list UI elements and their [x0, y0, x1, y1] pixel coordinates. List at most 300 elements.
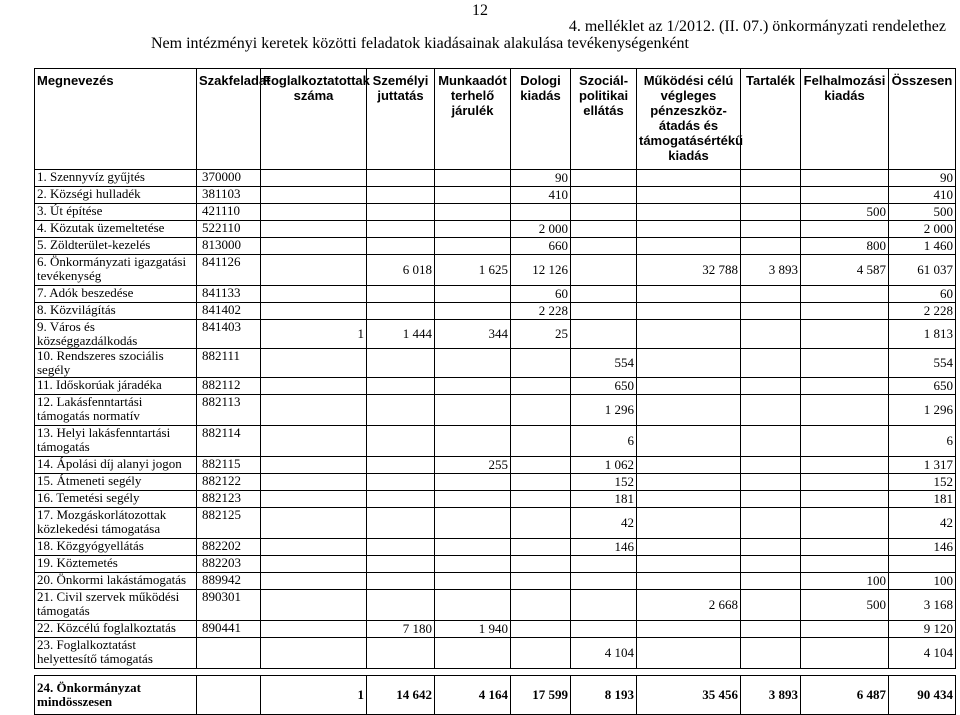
cell-social [571, 204, 637, 221]
cell-personnel [367, 539, 435, 556]
cell-capex [801, 378, 889, 395]
row-name: 5. Zöldterület-kezelés [35, 238, 197, 255]
row-code: 890301 [197, 590, 261, 621]
cell-social: 181 [571, 491, 637, 508]
cell-social [571, 303, 637, 320]
cell-reserve [741, 556, 801, 573]
table-row [35, 303, 956, 320]
cell-capex [801, 556, 889, 573]
table-row [35, 187, 956, 204]
cell-capex [801, 491, 889, 508]
cell-personnel [367, 491, 435, 508]
cell-transfer [637, 238, 741, 255]
expenditure-table [34, 68, 956, 715]
cell-transfer [637, 556, 741, 573]
cell-transfer [637, 573, 741, 590]
col-header-name: Megnevezés [35, 69, 197, 170]
cell-capex [801, 539, 889, 556]
cell-employees [261, 395, 367, 426]
cell-employees [261, 378, 367, 395]
table-row [35, 349, 956, 378]
table-row [35, 621, 956, 638]
cell-employees [261, 426, 367, 457]
cell-total: 2 000 [889, 221, 956, 238]
table-row [35, 426, 956, 457]
page-number: 12 [472, 2, 488, 19]
cell-social: 8 193 [571, 676, 637, 715]
cell-employees [261, 474, 367, 491]
cell-total: 6 [889, 426, 956, 457]
cell-contrib [435, 349, 511, 378]
cell-personnel [367, 638, 435, 669]
cell-contrib [435, 474, 511, 491]
cell-material [511, 638, 571, 669]
cell-contrib: 4 164 [435, 676, 511, 715]
cell-reserve [741, 286, 801, 303]
cell-social: 1 062 [571, 457, 637, 474]
col-header-employees: Foglalkoztatottak száma [261, 69, 367, 170]
cell-transfer [637, 187, 741, 204]
row-code: 370000 [197, 170, 261, 187]
cell-employees [261, 238, 367, 255]
col-header-social: Szociál-politikai ellátás [571, 69, 637, 170]
cell-capex [801, 638, 889, 669]
cell-material [511, 573, 571, 590]
cell-total: 42 [889, 508, 956, 539]
table-row [35, 590, 956, 621]
cell-material: 2 000 [511, 221, 571, 238]
cell-transfer [637, 621, 741, 638]
cell-transfer [637, 349, 741, 378]
row-code: 889942 [197, 573, 261, 590]
cell-personnel [367, 349, 435, 378]
row-name: 23. Foglalkoztatást helyettesítő támogatás [35, 638, 197, 669]
cell-total: 100 [889, 573, 956, 590]
cell-employees [261, 170, 367, 187]
row-name: 21. Civil szervek működési támogatás [35, 590, 197, 621]
cell-capex [801, 303, 889, 320]
cell-total: 1 296 [889, 395, 956, 426]
cell-contrib: 1 625 [435, 255, 511, 286]
document-title-text: Nem intézményi keretek közötti feladatok kiadásainak alakulása tevékenységenként [151, 35, 689, 52]
table-row [35, 255, 956, 286]
cell-social [571, 556, 637, 573]
cell-contrib [435, 378, 511, 395]
cell-total: 1 813 [889, 320, 956, 349]
cell-social [571, 238, 637, 255]
cell-material [511, 457, 571, 474]
cell-contrib [435, 638, 511, 669]
cell-capex [801, 187, 889, 204]
cell-contrib [435, 187, 511, 204]
cell-personnel: 14 642 [367, 676, 435, 715]
spacer-cell [197, 669, 261, 676]
cell-personnel [367, 303, 435, 320]
cell-reserve [741, 590, 801, 621]
cell-reserve [741, 573, 801, 590]
row-name: 15. Átmeneti segély [35, 474, 197, 491]
cell-personnel [367, 378, 435, 395]
table-row [35, 204, 956, 221]
cell-contrib [435, 539, 511, 556]
spacer-cell [571, 669, 637, 676]
cell-personnel [367, 395, 435, 426]
cell-employees [261, 638, 367, 669]
spacer-cell [261, 669, 367, 676]
cell-contrib [435, 491, 511, 508]
cell-reserve [741, 238, 801, 255]
cell-capex [801, 457, 889, 474]
cell-transfer [637, 221, 741, 238]
cell-personnel [367, 556, 435, 573]
row-name: 1. Szennyvíz gyűjtés [35, 170, 197, 187]
cell-transfer [637, 204, 741, 221]
annex-header: 4. melléklet az 1/2012. (II. 07.) önkormányzati rendelethez [568, 18, 946, 35]
cell-contrib [435, 286, 511, 303]
row-code [197, 676, 261, 715]
cell-material: 25 [511, 320, 571, 349]
cell-capex [801, 621, 889, 638]
cell-contrib: 1 940 [435, 621, 511, 638]
cell-reserve [741, 204, 801, 221]
row-code: 841402 [197, 303, 261, 320]
cell-total: 60 [889, 286, 956, 303]
col-header-reserve: Tartalék [741, 69, 801, 170]
row-name: 13. Helyi lakásfenntartási támogatás [35, 426, 197, 457]
spacer-cell [889, 669, 956, 676]
row-code: 890441 [197, 621, 261, 638]
row-name: 3. Út építése [35, 204, 197, 221]
row-name: 14. Ápolási díj alanyi jogon [35, 457, 197, 474]
col-header-material: Dologi kiadás [511, 69, 571, 170]
cell-reserve [741, 457, 801, 474]
table-row [35, 457, 956, 474]
table-row [35, 170, 956, 187]
cell-total: 650 [889, 378, 956, 395]
cell-employees [261, 221, 367, 238]
cell-social [571, 286, 637, 303]
cell-material [511, 491, 571, 508]
row-name: 9. Város és községgazdálkodás [35, 320, 197, 349]
row-code: 813000 [197, 238, 261, 255]
cell-social: 6 [571, 426, 637, 457]
row-name: 4. Közutak üzemeltetése [35, 221, 197, 238]
col-header-total: Összesen [889, 69, 956, 170]
cell-capex [801, 320, 889, 349]
spacer-cell [435, 669, 511, 676]
cell-material: 410 [511, 187, 571, 204]
table-row [35, 491, 956, 508]
cell-employees [261, 255, 367, 286]
cell-material [511, 621, 571, 638]
table-row [35, 238, 956, 255]
cell-personnel [367, 590, 435, 621]
cell-total: 90 434 [889, 676, 956, 715]
cell-personnel [367, 187, 435, 204]
cell-transfer [637, 378, 741, 395]
row-name: 20. Önkormi lakástámogatás [35, 573, 197, 590]
cell-reserve [741, 221, 801, 238]
cell-transfer [637, 286, 741, 303]
cell-transfer [637, 457, 741, 474]
row-code: 522110 [197, 221, 261, 238]
cell-employees [261, 457, 367, 474]
cell-reserve [741, 638, 801, 669]
cell-social: 650 [571, 378, 637, 395]
cell-capex [801, 508, 889, 539]
cell-material [511, 508, 571, 539]
row-code: 841133 [197, 286, 261, 303]
cell-employees [261, 349, 367, 378]
spacer-row [35, 669, 956, 676]
table-row [35, 539, 956, 556]
cell-contrib [435, 556, 511, 573]
cell-total: 500 [889, 204, 956, 221]
row-name: 8. Közvilágítás [35, 303, 197, 320]
cell-personnel: 7 180 [367, 621, 435, 638]
cell-social [571, 590, 637, 621]
row-code: 421110 [197, 204, 261, 221]
row-code: 882113 [197, 395, 261, 426]
cell-reserve [741, 349, 801, 378]
col-header-transfer: Működési célú végleges pénzeszköz-átadás és támogatásértékű kiadás [637, 69, 741, 170]
cell-reserve [741, 474, 801, 491]
row-name: 16. Temetési segély [35, 491, 197, 508]
cell-social [571, 255, 637, 286]
cell-transfer [637, 539, 741, 556]
cell-total: 554 [889, 349, 956, 378]
cell-personnel [367, 457, 435, 474]
cell-transfer [637, 474, 741, 491]
cell-transfer [637, 491, 741, 508]
cell-total: 1 460 [889, 238, 956, 255]
cell-personnel [367, 474, 435, 491]
cell-reserve [741, 426, 801, 457]
cell-material: 17 599 [511, 676, 571, 715]
cell-transfer [637, 508, 741, 539]
cell-capex: 500 [801, 204, 889, 221]
table-row [35, 638, 956, 669]
cell-total: 152 [889, 474, 956, 491]
cell-social: 4 104 [571, 638, 637, 669]
cell-personnel [367, 204, 435, 221]
table-row [35, 286, 956, 303]
cell-capex: 6 487 [801, 676, 889, 715]
cell-total: 61 037 [889, 255, 956, 286]
cell-transfer: 32 788 [637, 255, 741, 286]
cell-material: 60 [511, 286, 571, 303]
cell-capex [801, 349, 889, 378]
cell-personnel [367, 221, 435, 238]
row-code: 882202 [197, 539, 261, 556]
cell-transfer [637, 426, 741, 457]
cell-employees [261, 204, 367, 221]
cell-personnel [367, 170, 435, 187]
row-name: 6. Önkormányzati igazgatási tevékenység [35, 255, 197, 286]
cell-total [889, 556, 956, 573]
cell-material: 660 [511, 238, 571, 255]
cell-total: 3 168 [889, 590, 956, 621]
cell-social: 554 [571, 349, 637, 378]
row-code: 882203 [197, 556, 261, 573]
cell-material [511, 539, 571, 556]
cell-contrib [435, 221, 511, 238]
cell-social: 1 296 [571, 395, 637, 426]
spacer-cell [637, 669, 741, 676]
cell-total: 9 120 [889, 621, 956, 638]
cell-reserve [741, 395, 801, 426]
cell-personnel [367, 426, 435, 457]
cell-capex: 800 [801, 238, 889, 255]
spacer-cell [35, 669, 197, 676]
cell-total: 146 [889, 539, 956, 556]
cell-reserve [741, 378, 801, 395]
cell-transfer: 2 668 [637, 590, 741, 621]
cell-contrib [435, 590, 511, 621]
cell-social [571, 573, 637, 590]
cell-transfer: 35 456 [637, 676, 741, 715]
cell-contrib [435, 204, 511, 221]
cell-employees [261, 556, 367, 573]
table-row [35, 676, 956, 715]
cell-capex [801, 221, 889, 238]
cell-total: 1 317 [889, 457, 956, 474]
cell-social [571, 187, 637, 204]
document-title [0, 35, 960, 53]
table-row [35, 573, 956, 590]
cell-material [511, 474, 571, 491]
cell-transfer [637, 638, 741, 669]
cell-social [571, 170, 637, 187]
row-code: 841403 [197, 320, 261, 349]
table-row [35, 378, 956, 395]
row-name: 11. Időskorúak járadéka [35, 378, 197, 395]
cell-personnel: 1 444 [367, 320, 435, 349]
cell-employees: 1 [261, 320, 367, 349]
row-name: 2. Községi hulladék [35, 187, 197, 204]
cell-transfer [637, 170, 741, 187]
cell-capex: 500 [801, 590, 889, 621]
cell-material: 2 228 [511, 303, 571, 320]
cell-material [511, 204, 571, 221]
cell-social: 152 [571, 474, 637, 491]
cell-capex [801, 426, 889, 457]
cell-reserve [741, 170, 801, 187]
cell-employees [261, 590, 367, 621]
row-name: 22. Közcélú foglalkoztatás [35, 621, 197, 638]
cell-total: 90 [889, 170, 956, 187]
cell-material: 90 [511, 170, 571, 187]
cell-material [511, 378, 571, 395]
cell-employees [261, 539, 367, 556]
cell-reserve: 3 893 [741, 676, 801, 715]
table-row [35, 320, 956, 349]
cell-transfer [637, 395, 741, 426]
cell-social: 146 [571, 539, 637, 556]
cell-reserve: 3 893 [741, 255, 801, 286]
cell-social [571, 621, 637, 638]
cell-total: 2 228 [889, 303, 956, 320]
row-code: 882115 [197, 457, 261, 474]
table-row [35, 556, 956, 573]
cell-total: 410 [889, 187, 956, 204]
row-code [197, 638, 261, 669]
row-code: 882122 [197, 474, 261, 491]
cell-material: 12 126 [511, 255, 571, 286]
cell-capex: 100 [801, 573, 889, 590]
table-row [35, 395, 956, 426]
cell-personnel [367, 508, 435, 539]
cell-contrib: 255 [435, 457, 511, 474]
cell-personnel [367, 238, 435, 255]
cell-personnel [367, 573, 435, 590]
row-name: 18. Közgyógyellátás [35, 539, 197, 556]
cell-employees [261, 573, 367, 590]
cell-material [511, 556, 571, 573]
table-header-row [35, 69, 956, 170]
row-name: 10. Rendszeres szociális segély [35, 349, 197, 378]
spacer-cell [511, 669, 571, 676]
cell-transfer [637, 320, 741, 349]
spacer-cell [741, 669, 801, 676]
row-code: 882114 [197, 426, 261, 457]
cell-employees [261, 286, 367, 303]
row-code: 841126 [197, 255, 261, 286]
row-name: 24. Önkormányzat mindösszesen [35, 676, 197, 715]
cell-social: 42 [571, 508, 637, 539]
cell-transfer [637, 303, 741, 320]
cell-total: 4 104 [889, 638, 956, 669]
cell-material [511, 590, 571, 621]
cell-employees: 1 [261, 676, 367, 715]
cell-employees [261, 621, 367, 638]
row-name: 19. Köztemetés [35, 556, 197, 573]
cell-reserve [741, 491, 801, 508]
cell-reserve [741, 621, 801, 638]
row-name: 12. Lakásfenntartási támogatás normatív [35, 395, 197, 426]
cell-contrib [435, 238, 511, 255]
cell-social [571, 221, 637, 238]
cell-social [571, 320, 637, 349]
cell-reserve [741, 508, 801, 539]
cell-reserve [741, 187, 801, 204]
table-row [35, 508, 956, 539]
cell-capex [801, 170, 889, 187]
row-code: 882123 [197, 491, 261, 508]
cell-material [511, 395, 571, 426]
cell-employees [261, 508, 367, 539]
col-header-contrib: Munkaadót terhelő járulék [435, 69, 511, 170]
row-name: 7. Adók beszedése [35, 286, 197, 303]
cell-reserve [741, 320, 801, 349]
row-code: 882112 [197, 378, 261, 395]
cell-capex [801, 286, 889, 303]
row-code: 381103 [197, 187, 261, 204]
cell-contrib [435, 170, 511, 187]
cell-material [511, 349, 571, 378]
cell-reserve [741, 303, 801, 320]
cell-contrib [435, 395, 511, 426]
cell-capex [801, 474, 889, 491]
cell-contrib: 344 [435, 320, 511, 349]
cell-reserve [741, 539, 801, 556]
cell-capex: 4 587 [801, 255, 889, 286]
table-row [35, 221, 956, 238]
cell-employees [261, 187, 367, 204]
col-header-capex: Felhalmozási kiadás [801, 69, 889, 170]
cell-employees [261, 491, 367, 508]
row-code: 882111 [197, 349, 261, 378]
